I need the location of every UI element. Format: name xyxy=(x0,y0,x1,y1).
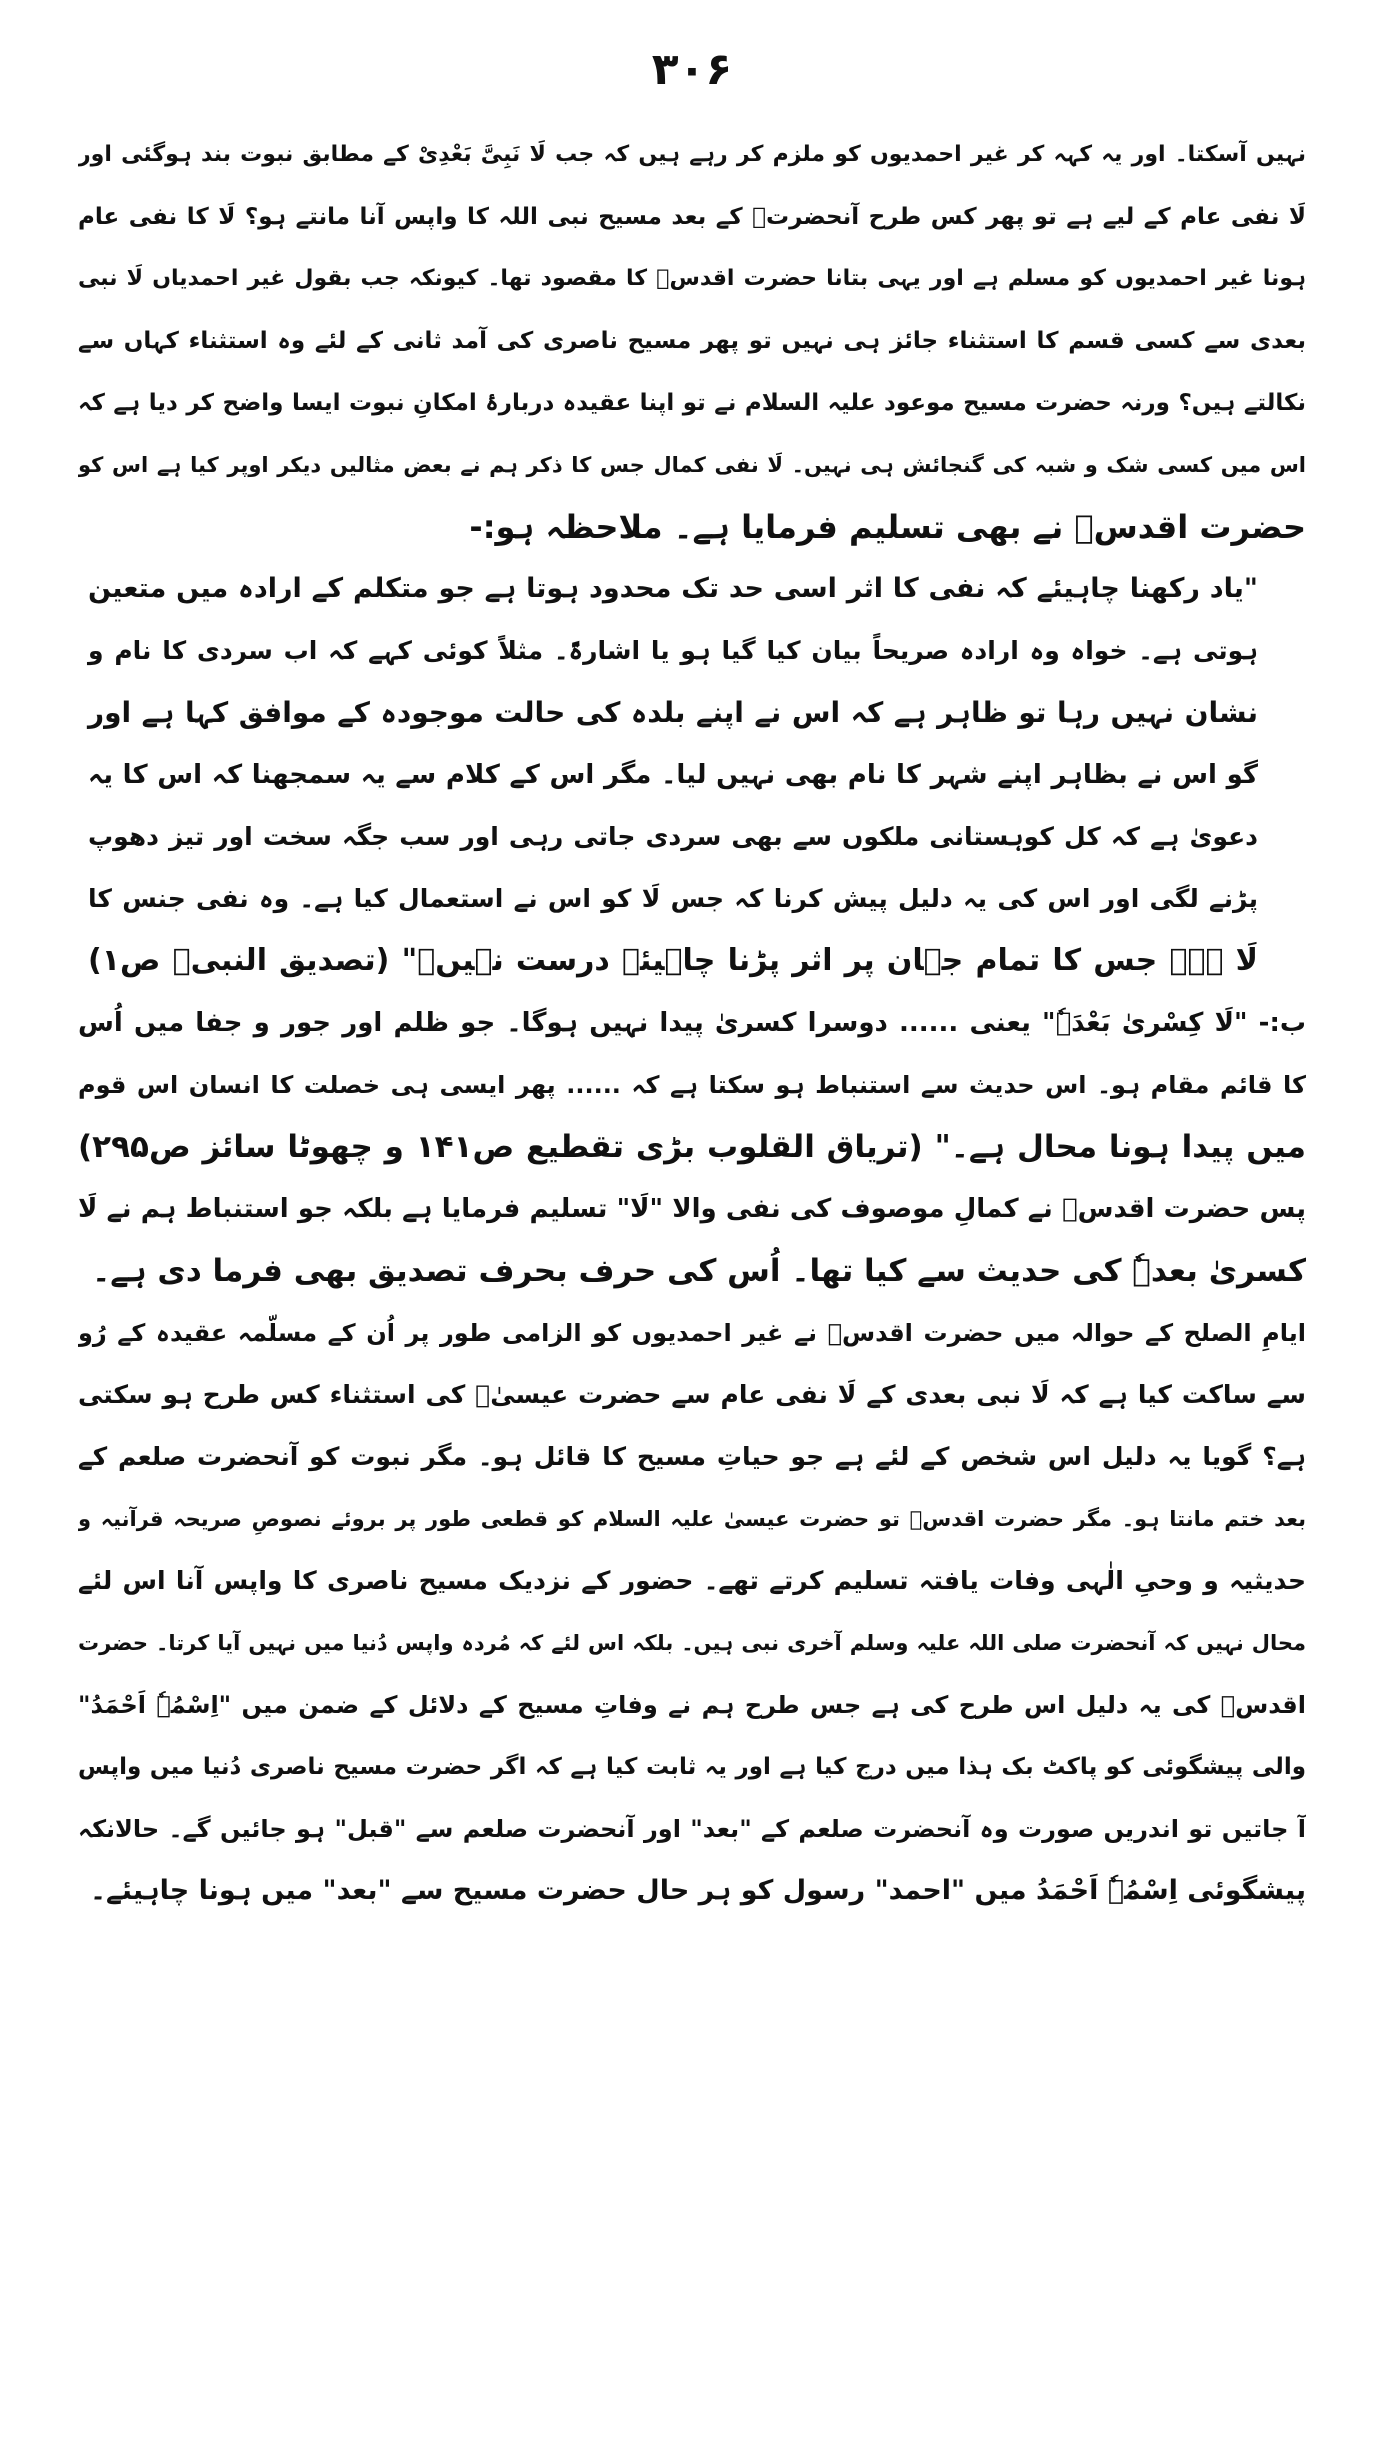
text-line xyxy=(78,806,1306,868)
line-text: ایامِ الصلح کے حوالہ میں حضرت اقدسؑ نے غیر احمدیوں کو الزامی طور پر اُن کے مسلّمہ عقیدہ کے رُو xyxy=(78,1319,1306,1347)
line-text: بعدی سے کسی قسم کا استثناء جائز ہی نہیں تو پھر مسیح ناصری کی آمد ثانی کے لئے وہ استثناء کہاں سے xyxy=(78,328,1306,354)
line-text: ب:- "لَا کِسْریٰ بَعْدَہٗ" یعنی ...... دوسرا کسریٰ پیدا نہیں ہوگا۔ جو ظلم اور جور و جفا میں اُس xyxy=(78,1008,1306,1038)
line-text: "یاد رکھنا چاہیئے کہ نفی کا اثر اسی حد تک محدود ہوتا ہے جو متکلم کے ارادہ میں متعین xyxy=(88,573,1258,604)
line-text: میں پیدا ہونا محال ہے۔" xyxy=(934,1129,1306,1165)
line-text: محال نہیں کہ آنحضرت صلی اللہ علیہ وسلم آخری نبی ہیں۔ بلکہ اس لئے کہ مُردہ واپس دُنیا میں نہیں آیا کرتا۔ حضرت xyxy=(78,1631,1306,1655)
line-text: حدیثیہ و وحیِ الٰہی وفات یافتہ تسلیم کرتے تھے۔ حضور کے نزدیک مسیح ناصری کا واپس آنا اس لئے xyxy=(78,1566,1306,1595)
text-line xyxy=(78,1674,1306,1736)
text-line xyxy=(78,1860,1306,1922)
line-text: اس میں کسی شک و شبہ کی گنجائش ہی نہیں۔ لَا نفی کمال جس کا ذکر ہم نے بعض مثالیں دیکر اوپر کیا ہے اس کو xyxy=(78,453,1306,477)
text-line xyxy=(78,868,1306,930)
line-text: ہونا غیر احمدیوں کو مسلم ہے اور یہی بتانا حضرت اقدسؑ کا مقصود تھا۔ کیونکہ جب بقول غیر احمدیاں لَا نبی xyxy=(78,266,1306,291)
text-line xyxy=(78,744,1306,806)
line-text: نشان نہیں رہا تو ظاہر ہے کہ اس نے اپنے بلدہ کی حالت موجودہ کے موافق کہا ہے اور xyxy=(88,696,1258,729)
line-text: والی پیشگوئی کو پاکٹ بک ہذا میں درج کیا ہے اور یہ ثابت کیا ہے کہ اگر حضرت مسیح ناصری دُنیا میں واپس xyxy=(78,1754,1306,1780)
page-number: ۳۰۶ xyxy=(651,44,733,95)
line-text: پڑنے لگی اور اس کی یہ دلیل پیش کرنا کہ جس لَا کو اس نے استعمال کیا ہے۔ وہ نفی جنس کا xyxy=(88,884,1258,913)
text-line xyxy=(78,434,1306,496)
text-line xyxy=(78,682,1306,744)
line-text: کسریٰ بعدہٗ کی حدیث سے کیا تھا۔ اُس کی حرف بحرف تصدیق بھی فرما دی ہے۔ xyxy=(92,1253,1306,1289)
line-text: آ جاتیں تو اندریں صورت وہ آنحضرت صلعم کے "بعد" اور آنحضرت صلعم سے "قبل" ہو جائیں گے۔ حالانکہ xyxy=(78,1815,1306,1843)
line-text: لَا ہے۔ جس کا تمام جہان پر اثر پڑنا چاہیئے درست نہیں۔" xyxy=(401,943,1258,978)
line-text: دعویٰ ہے کہ کل کوہستانی ملکوں سے بھی سردی جاتی رہی اور سب جگہ سخت اور تیز دھوپ xyxy=(88,822,1258,851)
line-text: نکالتے ہیں؟ ورنہ حضرت مسیح موعود علیہ السلام نے تو اپنا عقیدہ دربارۂ امکانِ نبوت ایسا واضح کر دیا ہے کہ xyxy=(78,390,1306,416)
text-line xyxy=(78,124,1306,186)
text-line xyxy=(78,1240,1306,1302)
text-line xyxy=(78,186,1306,248)
line-text: لَا نفی عام کے لیے ہے تو پھر کس طرح آنحضرتؐ کے بعد مسیح نبی اللہ کا واپس آنا مانتے ہو؟ لَا کا نفی عام xyxy=(78,204,1306,230)
line-text: حضرت اقدسؑ نے بھی تسلیم فرمایا ہے۔ ملاحظہ ہو:- xyxy=(469,508,1306,546)
text-line xyxy=(78,558,1306,620)
text-line xyxy=(78,372,1306,434)
line-text: گو اس نے بظاہر اپنے شہر کا نام بھی نہیں لیا۔ مگر اس کے کلام سے یہ سمجھنا کہ اس کا یہ xyxy=(88,760,1258,790)
text-line xyxy=(78,1054,1306,1116)
text-line xyxy=(78,1302,1306,1364)
text-line xyxy=(78,992,1306,1054)
text-line xyxy=(78,1364,1306,1426)
text-line xyxy=(78,930,1306,992)
line-text: کا قائم مقام ہو۔ اس حدیث سے استنباط ہو سکتا ہے کہ ...... پھر ایسی ہی خصلت کا انسان اس قوم xyxy=(78,1071,1306,1099)
page-body xyxy=(78,124,1306,1922)
line-text: اقدسؑ کی یہ دلیل اس طرح کی ہے جس طرح ہم نے وفاتِ مسیح کے دلائل کے ضمن میں "اِسْمُہٗ اَحْمَدُ" xyxy=(78,1691,1306,1719)
line-text: پیشگوئی اِسْمُہٗ اَحْمَدُ میں "احمد" رسول کو ہر حال حضرت مسیح سے "بعد" میں ہونا چاہیئے۔ xyxy=(90,1875,1306,1906)
text-line xyxy=(78,1736,1306,1798)
text-line xyxy=(78,496,1306,558)
text-line xyxy=(78,1612,1306,1674)
text-line xyxy=(78,248,1306,310)
text-line xyxy=(78,310,1306,372)
citation: (تریاق القلوب بڑی تقطیع ص۱۴۱ و چھوٹا سائز ص۲۹۵) xyxy=(78,1129,923,1165)
text-line xyxy=(78,1116,1306,1178)
line-text: ہوتی ہے۔ خواہ وہ ارادہ صریحاً بیان کیا گیا ہو یا اشارۃً۔ مثلاً کوئی کہے کہ اب سردی کا نام و xyxy=(88,636,1258,665)
text-line xyxy=(78,1178,1306,1240)
line-text: سے ساکت کیا ہے کہ لَا نبی بعدی کے لَا نفی عام سے حضرت عیسیٰؑ کی استثناء کس طرح ہو سکتی xyxy=(78,1380,1306,1409)
line-text: پس حضرت اقدسؑ نے کمالِ موصوف کی نفی والا "لَا" تسلیم فرمایا ہے بلکہ جو استنباط ہم نے لَا xyxy=(78,1194,1306,1224)
line-text: بعد ختم مانتا ہو۔ مگر حضرت اقدسؑ تو حضرت عیسیٰ علیہ السلام کو قطعی طور پر بروئے نصوصِ صریحہ قرآنیہ و xyxy=(78,1507,1306,1531)
text-line xyxy=(78,1550,1306,1612)
line-text: نہیں آسکتا۔ اور یہ کہہ کر غیر احمدیوں کو ملزم کر رہے ہیں کہ جب لَا نَبِیَّ بَعْدِیْ کے مطابق نبوت بند ہوگئی اور xyxy=(78,142,1306,167)
line-text: ہے؟ گویا یہ دلیل اس شخص کے لئے ہے جو حیاتِ مسیح کا قائل ہو۔ مگر نبوت کو آنحضرت صلعم کے xyxy=(78,1442,1306,1471)
text-line xyxy=(78,1488,1306,1550)
text-line xyxy=(78,1798,1306,1860)
text-line xyxy=(78,620,1306,682)
text-line xyxy=(78,1426,1306,1488)
citation: (تصدیق النبیؐ ص۱) xyxy=(88,943,390,978)
